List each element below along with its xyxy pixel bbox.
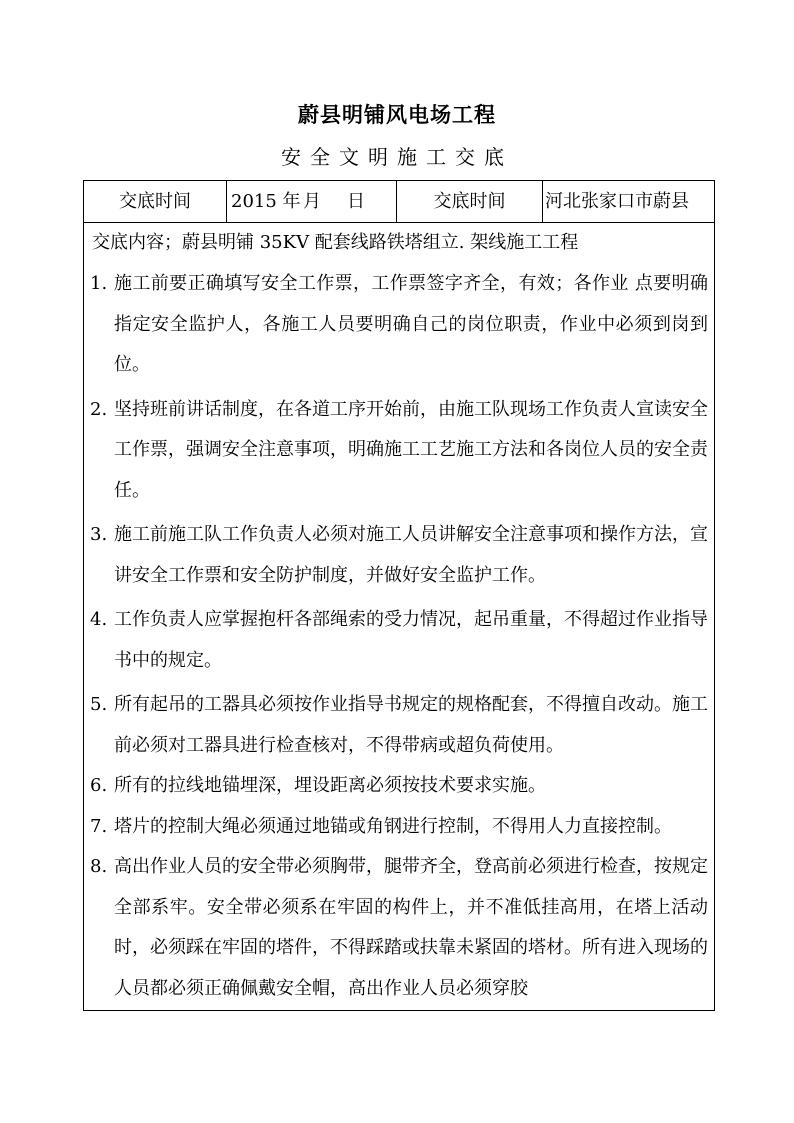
briefing-time-label-2: 交底时间 xyxy=(397,181,543,222)
list-item xyxy=(84,685,714,766)
list-item xyxy=(84,766,714,807)
item-number: 3. xyxy=(90,524,108,545)
item-number: 2. xyxy=(90,398,108,420)
briefing-date-cell xyxy=(227,181,397,222)
briefing-table xyxy=(83,180,715,1011)
item-text: 塔片的控制大绳必须通过地锚或角钢进行控制，不得用人力直接控制。 xyxy=(114,815,672,837)
item-number: 5. xyxy=(90,694,108,715)
date-day: 日 xyxy=(347,191,365,212)
item-text: 施工前施工队工作负责人必须对施工人员讲解安全注意事项和操作方法，宣讲安全工作票和安全防护制度，并做好安全监护工作。 xyxy=(114,524,708,586)
list-item xyxy=(84,600,714,681)
list-item xyxy=(84,847,714,1009)
date-year: 2015 年 xyxy=(231,191,301,212)
item-number: 7. xyxy=(90,815,108,837)
table-header-row xyxy=(84,181,714,223)
list-item xyxy=(84,390,714,512)
document-title: 蔚县明铺风电场工程 xyxy=(298,102,496,127)
document-subtitle: 安全文明施工交底 xyxy=(281,145,513,169)
item-text: 施工前要正确填写安全工作票，工作票签字齐全，有效；各作业 点要明确指定安全监护人，各施工人员要明确自己的岗位职责，作业中必须到岗到位。 xyxy=(114,273,708,375)
date-month: 月 xyxy=(303,191,321,212)
item-number: 6. xyxy=(90,775,108,796)
item-number: 8. xyxy=(90,856,108,877)
item-text: 坚持班前讲话制度，在各道工序开始前，由施工队现场工作负责人宣读安全工作票，强调安全注意事项，明确施工工艺施工方法和各岗位人员的安全责任。 xyxy=(114,398,708,501)
briefing-location: 河北张家口市蔚县 xyxy=(545,191,689,212)
list-item xyxy=(84,264,714,386)
briefing-content xyxy=(84,223,714,1009)
item-text: 工作负责人应掌握抱杆各部绳索的受力情况，起吊重量，不得超过作业指导书中的规定。 xyxy=(114,609,708,671)
item-text: 所有的拉线地锚埋深，埋设距离必须按技术要求实施。 xyxy=(114,775,546,796)
briefing-time-label: 交底时间 xyxy=(84,181,227,222)
item-number: 1. xyxy=(90,273,108,294)
briefing-intro: 交底内容；蔚县明铺 35KV 配套线路铁塔组立. 架线施工工程 xyxy=(92,232,579,253)
list-item xyxy=(84,807,714,848)
item-text: 高出作业人员的安全带必须胸带，腿带齐全，登高前必须进行检查，按规定全部系牢。安全带必须系在牢固的构件上，并不准低挂高用，在塔上活动时，必须踩在牢固的塔件，不得踩踏或扶靠未紧固的塔材。所有进入现场的人员都必须正确佩戴安全帽，高出作业人员必须穿胶 xyxy=(114,856,708,999)
list-item xyxy=(84,515,714,596)
item-number: 4. xyxy=(90,609,108,630)
item-text: 所有起吊的工器具必须按作业指导书规定的规格配套，不得擅自改动。施工前必须对工器具进行检查核对，不得带病或超负荷使用。 xyxy=(114,694,708,756)
